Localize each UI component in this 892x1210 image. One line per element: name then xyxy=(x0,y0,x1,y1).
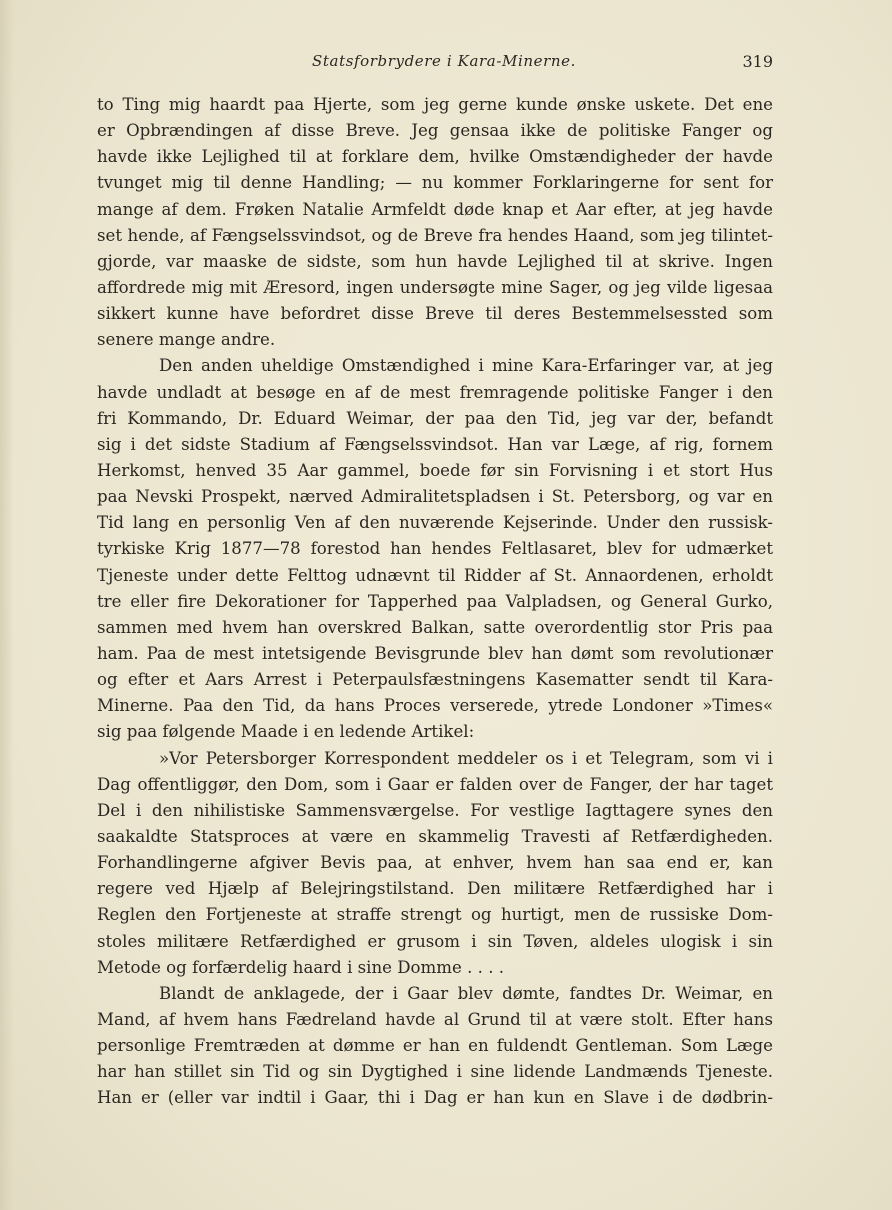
text-line: sig i det sidste Stadium af Fængselssvindsot. Han var Læge, af rig, fornem xyxy=(97,434,773,454)
text-line: affordrede mig mit Æresord, ingen undersøgte mine Sager, og jeg vilde ligesaa xyxy=(97,277,773,297)
text-line: Metode og forfærdelig haard i sine Domme . . . . xyxy=(97,957,505,977)
text-line: ham. Paa de mest intetsigende Bevisgrunde blev han dømt som revolutionær xyxy=(97,643,773,663)
text-line: sammen med hvem han overskred Balkan, satte overordentlig stor Pris paa xyxy=(97,617,773,637)
text-line: Han er (eller var indtil i Gaar, thi i Dag er han kun en Slave i de dødbrin- xyxy=(97,1088,773,1108)
text-line: fri Kommando, Dr. Eduard Weimar, der paa den Tid, jeg var der, befandt xyxy=(97,408,773,428)
text-line: gjorde, var maaske de sidste, som hun havde Lejlighed til at skrive. Ingen xyxy=(97,251,773,271)
text-line: Den anden uheldige Omstændighed i mine Kara-Erfaringer var, at jeg xyxy=(159,356,773,376)
text-line: og efter et Aars Arrest i Peterpaulsfæstningens Kasematter sendt til Kara- xyxy=(97,670,773,690)
text-line: Forhandlingerne afgiver Bevis paa, at enhver, hvem han saa end er, kan xyxy=(97,853,773,873)
page-gutter-shadow xyxy=(0,0,14,1210)
text-line: Herkomst, henved 35 Aar gammel, boede før sin Forvisning i et stort Hus xyxy=(97,460,773,480)
text-line: regere ved Hjælp af Belejringstilstand. Den militære Retfærdighed har i xyxy=(97,879,773,899)
text-line: Blandt de anklagede, der i Gaar blev dømte, fandtes Dr. Weimar, en xyxy=(159,983,773,1003)
text-line: senere mange andre. xyxy=(97,330,276,350)
text-line: tre eller fire Dekorationer for Tapperhed paa Valpladsen, og General Gurko, xyxy=(97,591,773,611)
text-line: sig paa følgende Maade i en ledende Artikel: xyxy=(97,722,475,742)
text-line: sikkert kunne have befordret disse Breve til deres Bestemmelsessted som xyxy=(97,304,773,324)
text-line: Minerne. Paa den Tid, da hans Proces verserede, ytrede Londoner »Times« xyxy=(97,696,773,716)
text-line: Mand, af hvem hans Fædreland havde al Grund til at være stolt. Efter hans xyxy=(97,1009,773,1029)
text-line: havde undladt at besøge en af de mest fremragende politiske Fanger i den xyxy=(97,382,773,402)
text-line: har han stillet sin Tid og sin Dygtighed i sine lidende Landmænds Tjeneste. xyxy=(97,1062,773,1082)
running-title: Statsforbrydere i Kara-Minerne. xyxy=(312,52,576,70)
text-line: paa Nevski Prospekt, nærved Admiralitetspladsen i St. Petersborg, og var en xyxy=(97,487,773,507)
text-line: saakaldte Statsproces at være en skammelig Travesti af Retfærdigheden. xyxy=(97,826,773,846)
text-line: Del i den nihilistiske Sammensværgelse. For vestlige Iagttagere synes den xyxy=(97,800,773,820)
text-line: Reglen den Fortjeneste at straffe strengt og hurtigt, men de russiske Dom- xyxy=(97,905,773,925)
page-number: 319 xyxy=(742,52,773,71)
text-line: tyrkiske Krig 1877—78 forestod han hendes Feltlasaret, blev for udmærket xyxy=(97,539,773,559)
text-line: personlige Fremtræden at dømme er han en fuldendt Gentleman. Som Læge xyxy=(97,1036,773,1056)
text-line: Tid lang en personlig Ven af den nuværende Kejserinde. Under den russisk- xyxy=(97,513,773,533)
text-line: havde ikke Lejlighed til at forklare dem, hvilke Omstændigheder der havde xyxy=(97,147,773,167)
text-line: »Vor Petersborger Korrespondent meddeler os i et Telegram, som vi i xyxy=(159,748,773,768)
text-line: er Opbrændingen af disse Breve. Jeg gensaa ikke de politiske Fanger og xyxy=(97,121,773,141)
text-line: to Ting mig haardt paa Hjerte, som jeg gerne kunde ønske uskete. Det ene xyxy=(97,95,773,114)
text-line: mange af dem. Frøken Natalie Armfeldt døde knap et Aar efter, at jeg havde xyxy=(97,199,773,219)
text-line: tvunget mig til denne Handling; — nu kommer Forklaringerne for sent for xyxy=(97,173,773,193)
text-line: Dag offentliggør, den Dom, som i Gaar er falden over de Fanger, der har taget xyxy=(97,774,773,794)
text-line: set hende, af Fængselssvindsot, og de Breve fra hendes Haand, som jeg tilintet- xyxy=(97,225,773,245)
text-line: stoles militære Retfærdighed er grusom i sin Tøven, aldeles ulogisk i sin xyxy=(97,931,773,951)
body-text xyxy=(97,92,773,1111)
page-header xyxy=(97,50,773,74)
text-line: Tjeneste under dette Felttog udnævnt til Ridder af St. Annaordenen, erholdt xyxy=(97,565,773,585)
